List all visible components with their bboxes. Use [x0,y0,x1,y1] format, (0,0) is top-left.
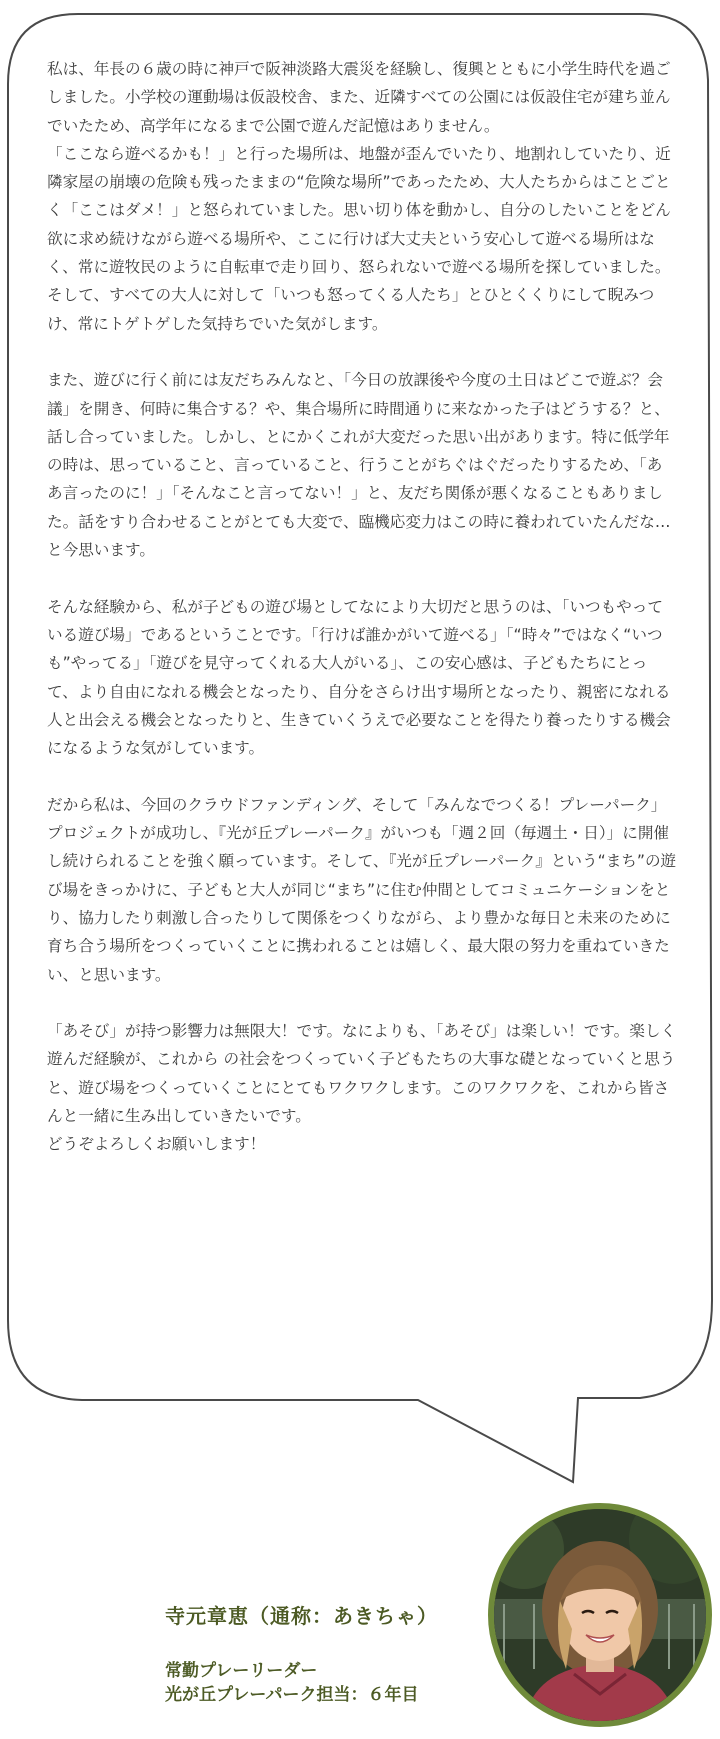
speech-bubble-text [47,55,677,1159]
paragraph-1: 私は、年長の６歳の時に神戸で阪神淡路大震災を経験し、復興とともに小学生時代を過ごしました。小学校の運動場は仮設校舎、また、近隣すべての公園には仮設住宅が建ち並んでいたため、高学年になるまで公園で遊んだ記憶はありません。 「ここなら遊べるかも！」と行った場所は、地盤が歪んでいたり、地割れしていたり、近隣家屋の崩壊の危険も残ったままの“危険な場所”であったため、大人たちからはことごとく「ここはダメ！」と怒られていました。思い切り体を動かし、自分のしたいことをどん欲に求め続けながら遊べる場所や、ここに行けば大丈夫という安心して遊べる場所はなく、常に遊牧民のように自転車で走り回り、怒られないで遊べる場所を探していました。そして、すべての大人に対して「いつも怒ってくる人たち」とひとくくりにして睨みつけ、常にトゲトゲした気持ちでいた気がします。 [47,60,671,333]
profile-role-assignment: 光が丘プレーパーク担当：６年目 [165,1685,419,1705]
profile-role-title: 常勤プレーリーダー [165,1661,318,1681]
profile-roles [165,1659,438,1707]
paragraph-3: そんな経験から、私が子どもの遊び場としてなにより大切だと思うのは、「いつもやっている遊び場」であるということです。「行けば誰かがいて遊べる」「“時々”ではなく“いつも”やってる」「遊びを見守ってくれる大人がいる」、この安心感は、子どもたちにとって、より自由になれる機会となったり、自分をさらけ出す場所となったり、親密になれる人と出会える機会となったりと、生きていくうえで必要なことを得たり養ったりする機会になるような気がしています。 [47,597,671,758]
paragraph-5: 「あそび」が持つ影響力は無限大！です。なによりも、「あそび」は楽しい！です。楽しく遊んだ経験が、これから の社会をつくっていく子どもたちの大事な礎となっていくと思うと、遊び場をつくっていくことにとてもワクワクします。このワクワクを、これから皆さんと一緒に生み出していきたいです。 どうぞよろしくお願いします！ [47,1022,677,1154]
paragraph-4: だから私は、今回のクラウドファンディング、そして「みんなでつくる！プレーパーク」プロジェクトが成功し、『光が丘プレーパーク』がいつも「週２回（毎週土・日）」に開催し続けられることを強く願っています。そして、『光が丘プレーパーク』という“まち”の遊び場をきっかけに、子どもと大人が同じ“まち”に住む仲間としてコミュニケーションをとり、協力したり刺激し合ったりして関係をつくりながら、より豊かな毎日と未来のために育ち合う場所をつくっていくことに携われることは嬉しく、最大限の努力を重ねていきたい、と思います。 [47,795,677,984]
avatar-photo [488,1503,712,1727]
profile-name: 寺元章恵（通称：あきちゃ） [165,1604,438,1628]
profile-block [165,1600,438,1707]
paragraph-2: また、遊びに行く前には友だちみんなと、「今日の放課後や今度の土日はどこで遊ぶ？会議」を開き、何時に集合する？や、集合場所に時間通りに来なかった子はどうする？と、話し合っていました。しかし、とにかくこれが大変だった思い出があります。特に低学年の時は、思っていること、言っていること、行うことがちぐはぐだったりするため、「ああ言ったのに！」「そんなこと言ってない！」と、友だち関係が悪くなることもありました。話をすり合わせることがとても大変で、臨機応変力はこの時に養われていたんだな…と今思います。 [47,371,671,560]
